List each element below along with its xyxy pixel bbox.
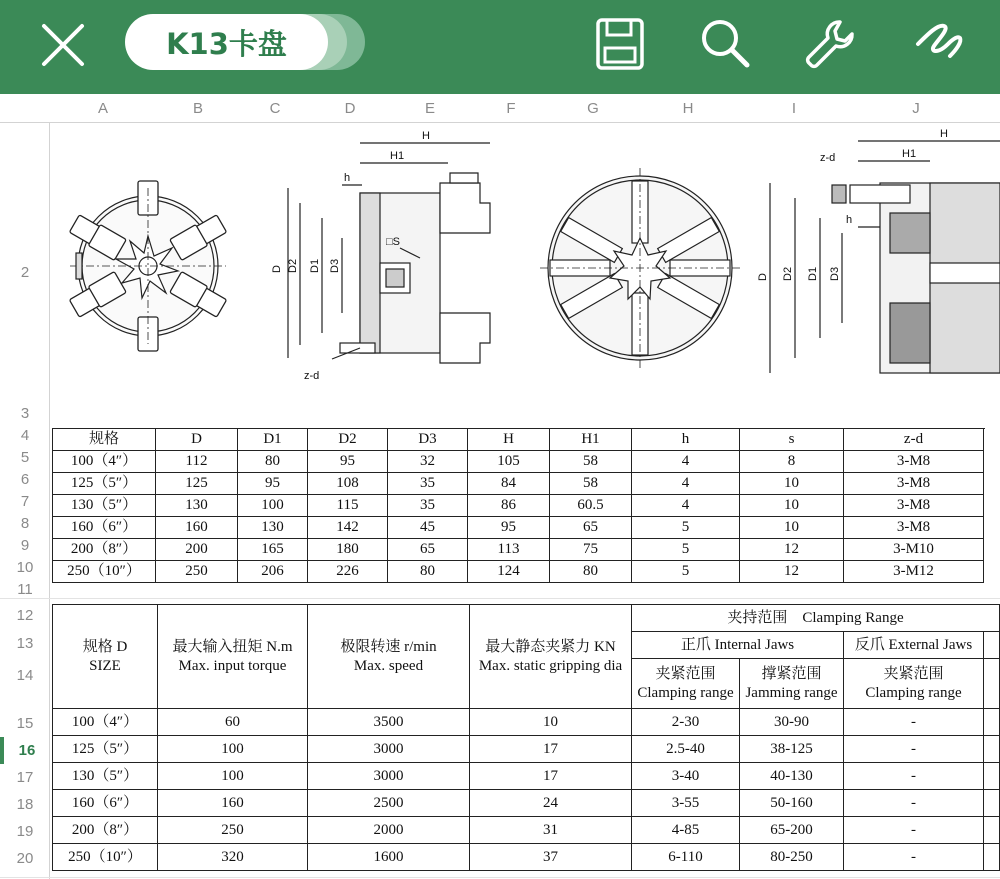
t1-cell[interactable]: 200	[156, 539, 238, 561]
t2-cell[interactable]: 250	[158, 817, 308, 844]
t2-cell[interactable]: 200（8″）	[52, 817, 158, 844]
t2-header-clamp-cn: 夹紧范围	[655, 665, 716, 682]
t1-header-9[interactable]: z-d	[844, 429, 984, 451]
t2-cell[interactable]: 65-200	[740, 817, 844, 844]
t2-header-speed-en: Max. speed	[353, 657, 424, 674]
t2-header-speed[interactable]	[308, 605, 470, 709]
t2-cell[interactable]: 10	[470, 709, 632, 736]
t2-cell[interactable]: 3-40	[632, 763, 740, 790]
t2-header-ext-clamp-en: Clamping range	[865, 684, 962, 701]
t1-header-4[interactable]: D3	[388, 429, 468, 451]
t2-cell[interactable]: 1600	[308, 844, 470, 871]
t1-cell[interactable]: 124	[468, 561, 550, 583]
t2-cell[interactable]: 80-250	[740, 844, 844, 871]
t2-cell[interactable]: 160	[158, 790, 308, 817]
t1-cell[interactable]: 65	[388, 539, 468, 561]
t2-cell-extra[interactable]	[984, 790, 1000, 817]
t2-header-ext-clamp-cn: 夹紧范围	[883, 665, 944, 682]
t1-cell[interactable]: 8	[740, 451, 844, 473]
t2-cell-extra[interactable]	[984, 736, 1000, 763]
t2-cell[interactable]: 31	[470, 817, 632, 844]
column-header-c[interactable]: C	[269, 100, 281, 117]
t1-cell[interactable]: 113	[468, 539, 550, 561]
section-view-drawing	[770, 141, 1000, 373]
t2-header-size-en: SIZE	[89, 657, 121, 674]
t1-cell[interactable]: 12	[740, 539, 844, 561]
label-D3: D3	[329, 258, 341, 273]
t1-header-7[interactable]: h	[632, 429, 740, 451]
t1-header-2[interactable]: D1	[238, 429, 308, 451]
row-header-13[interactable]: 13	[16, 635, 34, 652]
label-zd: z-d	[304, 370, 320, 382]
t1-cell[interactable]: 3-M12	[844, 561, 984, 583]
t1-header-5[interactable]: H	[468, 429, 550, 451]
t2-header-jam-en: Jamming range	[745, 684, 838, 701]
t1-header-3[interactable]: D2	[308, 429, 388, 451]
t2-cell[interactable]: 160（6″）	[52, 790, 158, 817]
label-h: h	[344, 172, 351, 184]
row-header-11[interactable]: 11	[17, 581, 33, 598]
t2-header-internal-jaws[interactable]: 正爪 Internal Jaws	[632, 632, 844, 659]
label-D1-right: D1	[807, 266, 819, 281]
t2-header-torque-en: Max. input torque	[178, 657, 287, 674]
t2-header-extra[interactable]	[984, 632, 1000, 659]
label-S: □S	[386, 236, 400, 248]
dimension-table	[52, 428, 985, 583]
row-header-14[interactable]: 14	[16, 667, 34, 684]
column-header-g[interactable]: G	[587, 100, 599, 117]
t2-header-jam-cn: 撑紧范围	[761, 665, 822, 682]
t1-cell[interactable]: 3-M8	[844, 517, 984, 539]
label-H: H	[422, 130, 430, 142]
column-header-f[interactable]: F	[506, 100, 516, 117]
t2-cell[interactable]: 125（5″）	[52, 736, 158, 763]
column-header-j[interactable]: J	[912, 100, 920, 117]
wrench-icon[interactable]	[800, 14, 860, 74]
t2-cell[interactable]: 100（4″）	[52, 709, 158, 736]
t2-header-external-jaws[interactable]: 反爪 External Jaws	[844, 632, 984, 659]
row-header-5[interactable]: 5	[20, 449, 30, 466]
t1-cell[interactable]: 142	[308, 517, 388, 539]
t1-header-6[interactable]: H1	[550, 429, 632, 451]
t2-cell[interactable]: 17	[470, 736, 632, 763]
front-view-body-drawing	[540, 168, 740, 368]
save-icon[interactable]	[590, 14, 650, 74]
t2-cell[interactable]: -	[844, 844, 984, 871]
t2-cell[interactable]: 100	[158, 736, 308, 763]
t1-cell[interactable]: 200（8″）	[52, 539, 156, 561]
t1-cell[interactable]: 5	[632, 539, 740, 561]
t2-header-size-cn: 规格 D	[82, 638, 128, 655]
row-header-19[interactable]: 19	[16, 823, 34, 840]
t1-cell[interactable]: 45	[388, 517, 468, 539]
row-headers	[0, 123, 50, 879]
label-h-right: h	[846, 214, 853, 226]
column-header-b[interactable]: B	[192, 100, 203, 117]
t1-cell[interactable]: 180	[308, 539, 388, 561]
file-title-tab[interactable]	[125, 14, 365, 70]
t2-cell[interactable]: 130（5″）	[52, 763, 158, 790]
t2-cell-extra[interactable]	[984, 817, 1000, 844]
label-H1: H1	[390, 150, 405, 162]
t1-header-1[interactable]: D	[156, 429, 238, 451]
t2-cell[interactable]: 30-90	[740, 709, 844, 736]
t2-cell[interactable]: 3000	[308, 736, 470, 763]
front-view-jaws-drawing	[69, 181, 226, 351]
t1-cell[interactable]: 10	[740, 473, 844, 495]
pen-icon[interactable]	[908, 14, 968, 74]
t1-cell[interactable]: 4	[632, 451, 740, 473]
t2-header-clamp[interactable]	[632, 659, 740, 709]
t1-cell[interactable]: 32	[388, 451, 468, 473]
t2-cell[interactable]: 3000	[308, 763, 470, 790]
t2-cell[interactable]: 2.5-40	[632, 736, 740, 763]
row-header-4[interactable]: 4	[20, 427, 30, 444]
label-D2-right: D2	[782, 266, 794, 281]
t2-cell[interactable]: 24	[470, 790, 632, 817]
t2-cell[interactable]: 3500	[308, 709, 470, 736]
row-header-20[interactable]: 20	[16, 850, 34, 867]
t1-cell[interactable]: 60.5	[550, 495, 632, 517]
t1-cell[interactable]: 95	[308, 451, 388, 473]
t2-header-clamp-en: Clamping range	[637, 684, 734, 701]
t2-header-size[interactable]	[52, 605, 158, 709]
column-header-h[interactable]: H	[682, 100, 694, 117]
t1-cell[interactable]: 206	[238, 561, 308, 583]
app-toolbar	[0, 0, 1000, 94]
t1-cell[interactable]: 250	[156, 561, 238, 583]
t1-cell[interactable]: 250（10″）	[52, 561, 156, 583]
row-header-2[interactable]: 2	[20, 264, 30, 281]
t2-header-grip[interactable]	[470, 605, 632, 709]
row-header-7[interactable]: 7	[20, 493, 30, 510]
label-D-right: D	[757, 273, 769, 281]
t2-cell[interactable]: 50-160	[740, 790, 844, 817]
t2-cell[interactable]: 320	[158, 844, 308, 871]
t2-cell[interactable]: 60	[158, 709, 308, 736]
t1-cell[interactable]: 80	[550, 561, 632, 583]
side-view-drawing	[288, 143, 490, 363]
row-header-6[interactable]: 6	[20, 471, 30, 488]
t1-cell[interactable]: 58	[550, 451, 632, 473]
performance-table	[52, 604, 1000, 871]
t2-cell[interactable]: -	[844, 736, 984, 763]
t1-cell[interactable]: 130	[156, 495, 238, 517]
t2-cell[interactable]: 4-85	[632, 817, 740, 844]
label-D1: D1	[309, 258, 321, 273]
t2-header-torque[interactable]	[158, 605, 308, 709]
t1-cell[interactable]: 10	[740, 517, 844, 539]
t2-cell[interactable]: 2000	[308, 817, 470, 844]
t2-cell[interactable]: -	[844, 763, 984, 790]
t1-header-0[interactable]: 规格	[52, 429, 156, 451]
t1-cell[interactable]: 80	[238, 451, 308, 473]
search-icon[interactable]	[695, 14, 755, 74]
t2-cell[interactable]: 3-55	[632, 790, 740, 817]
t1-cell[interactable]: 105	[468, 451, 550, 473]
row-header-16[interactable]: 16	[0, 737, 50, 764]
column-header-e[interactable]: E	[424, 100, 435, 117]
t2-cell[interactable]: 37	[470, 844, 632, 871]
t2-header-jam[interactable]	[740, 659, 844, 709]
t2-cell-extra[interactable]	[984, 763, 1000, 790]
t1-cell[interactable]: 160（6″）	[52, 517, 156, 539]
t2-header-ext-clamp[interactable]	[844, 659, 984, 709]
row-header-3[interactable]: 3	[20, 405, 30, 422]
t1-cell[interactable]: 75	[550, 539, 632, 561]
row-header-8[interactable]: 8	[20, 515, 30, 532]
row-header-9[interactable]: 9	[20, 537, 30, 554]
t1-cell[interactable]: 4	[632, 495, 740, 517]
row-header-10[interactable]: 10	[16, 559, 34, 576]
t2-header-clamping-range[interactable]: 夹持范围 Clamping Range	[632, 605, 1000, 632]
t1-cell[interactable]: 10	[740, 495, 844, 517]
t1-cell[interactable]: 125（5″）	[52, 473, 156, 495]
column-header-i[interactable]: I	[791, 100, 797, 117]
t1-cell[interactable]: 84	[468, 473, 550, 495]
t2-cell[interactable]: -	[844, 817, 984, 844]
t2-cell[interactable]: 38-125	[740, 736, 844, 763]
t1-cell[interactable]: 130	[238, 517, 308, 539]
t1-cell[interactable]: 115	[308, 495, 388, 517]
label-H-right: H	[940, 128, 948, 140]
t2-header-speed-cn: 极限转速 r/min	[340, 638, 437, 655]
t2-cell[interactable]: 6-110	[632, 844, 740, 871]
t2-cell[interactable]: 2500	[308, 790, 470, 817]
t1-cell[interactable]: 58	[550, 473, 632, 495]
column-header-a[interactable]: A	[97, 100, 108, 117]
t1-cell[interactable]: 112	[156, 451, 238, 473]
t1-cell[interactable]: 80	[388, 561, 468, 583]
t1-cell[interactable]: 226	[308, 561, 388, 583]
row-header-17[interactable]: 17	[16, 769, 34, 786]
t1-cell[interactable]: 3-M8	[844, 495, 984, 517]
t1-cell[interactable]: 165	[238, 539, 308, 561]
t2-header-torque-cn: 最大输入扭矩 N.m	[172, 638, 293, 655]
spreadsheet	[0, 94, 1000, 879]
t1-cell[interactable]: 5	[632, 517, 740, 539]
t1-header-8[interactable]: s	[740, 429, 844, 451]
t1-cell[interactable]: 3-M8	[844, 473, 984, 495]
row-header-12[interactable]: 12	[16, 607, 34, 624]
label-D: D	[271, 265, 283, 273]
close-icon[interactable]	[36, 18, 92, 74]
chuck-technical-drawings	[50, 123, 1000, 423]
t1-cell[interactable]: 86	[468, 495, 550, 517]
t1-cell[interactable]: 125	[156, 473, 238, 495]
t1-cell[interactable]: 3-M10	[844, 539, 984, 561]
t1-cell[interactable]: 95	[238, 473, 308, 495]
t1-cell[interactable]: 3-M8	[844, 451, 984, 473]
row-header-18[interactable]: 18	[16, 796, 34, 813]
t1-cell[interactable]: 35	[388, 473, 468, 495]
t1-cell[interactable]: 12	[740, 561, 844, 583]
t2-cell-extra[interactable]	[984, 709, 1000, 736]
t1-cell[interactable]: 108	[308, 473, 388, 495]
t2-header-grip-en: Max. static gripping dia	[478, 657, 623, 674]
t2-cell[interactable]: -	[844, 709, 984, 736]
t2-header-grip-cn: 最大静态夹紧力 KN	[485, 638, 616, 655]
t1-cell[interactable]: 35	[388, 495, 468, 517]
t2-cell[interactable]: 2-30	[632, 709, 740, 736]
t1-cell[interactable]: 100	[238, 495, 308, 517]
label-H1-right: H1	[902, 148, 917, 160]
t2-cell[interactable]: 17	[470, 763, 632, 790]
label-zd-right: z-d	[820, 152, 836, 164]
label-D2: D2	[287, 258, 299, 273]
t2-cell[interactable]: 100	[158, 763, 308, 790]
t1-cell[interactable]: 5	[632, 561, 740, 583]
t2-header-extra-2[interactable]	[984, 659, 1000, 709]
t1-cell[interactable]: 160	[156, 517, 238, 539]
t1-cell[interactable]: 130（5″）	[52, 495, 156, 517]
label-D3-right: D3	[829, 266, 841, 281]
t1-cell[interactable]: 4	[632, 473, 740, 495]
column-header-d[interactable]: D	[344, 100, 356, 117]
row-header-15[interactable]: 15	[16, 715, 34, 732]
file-title: K13卡盘	[125, 14, 328, 70]
t1-cell[interactable]: 100（4″）	[52, 451, 156, 473]
t2-cell-extra[interactable]	[984, 844, 1000, 871]
t1-cell[interactable]: 95	[468, 517, 550, 539]
t2-cell[interactable]: -	[844, 790, 984, 817]
column-headers	[0, 94, 1000, 123]
t2-cell[interactable]: 250（10″）	[52, 844, 158, 871]
t1-cell[interactable]: 65	[550, 517, 632, 539]
t2-cell[interactable]: 40-130	[740, 763, 844, 790]
